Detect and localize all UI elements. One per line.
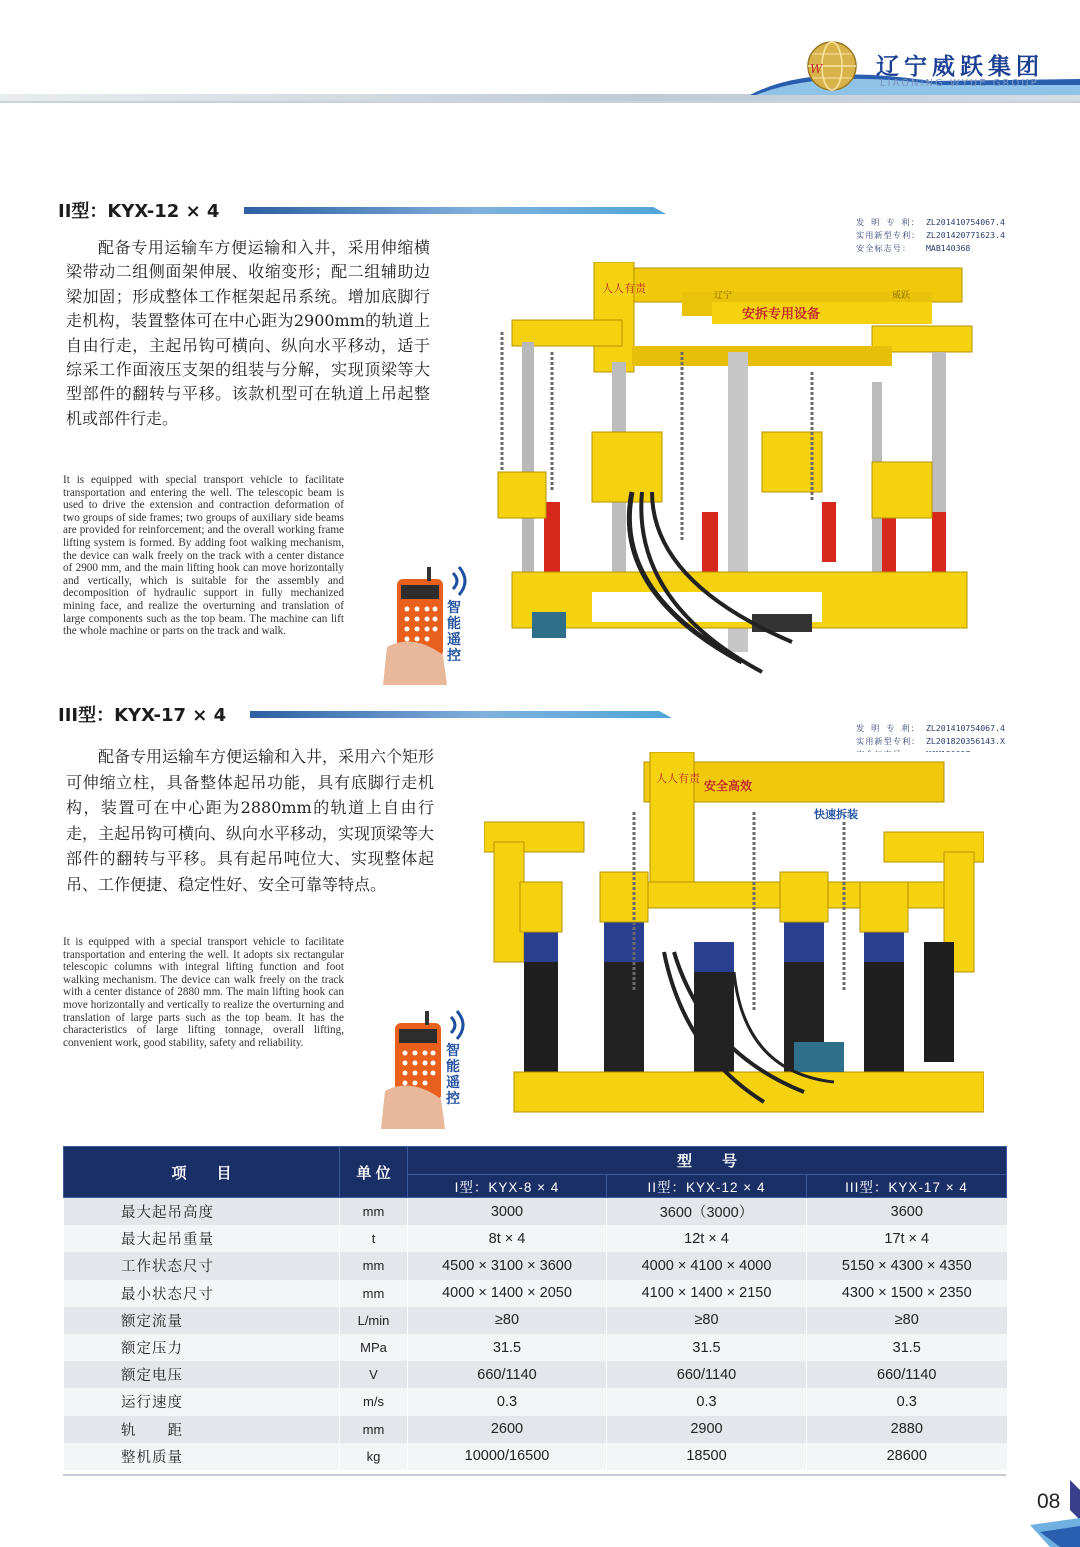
machine-sign-main: 安拆专用设备 — [742, 307, 821, 322]
section-2-description-en: It is equipped with special transport vehicle to facilitate transportation and entering the well. The telescopic beam is used to drive the extension and contraction deformation of two groups of side frames; two groups of auxiliary side beams are provided for reinforcement; and the overall working frame lifting system is formed. By adding foot walking mechanism, the device can walk freely on the track with a center distance of 2900 mm, and the main lifting hook can move horizontally and vertically, which is suitable for the assembly and decomposition of hydraulic support in fully mechanized mining face, and realize the overturning and translation of large components such as the top beam. The machine can lift the whole machine or parts on the track and walk. — [63, 474, 344, 638]
row-unit: kg — [340, 1443, 408, 1470]
section-3-description-en: It is equipped with a special transport vehicle to facilitate transportation and entering the well. It adopts six rectangular telescopic columns with integral lifting function and foot walking mechanism. The device can walk freely on the track with a center distance of 2880 mm. The main lifting hook can move horizontally and vertically to realize the overturning and translation of large parts such as the top beam. It has the characteristics of large lifting tonnage, overall lifting, convenient work, good stability, safety and reliability. — [63, 936, 344, 1049]
row-value: 17t × 4 — [807, 1225, 1007, 1252]
row-value: 4100 × 1400 × 2150 — [607, 1280, 807, 1307]
row-value: 31.5 — [607, 1334, 807, 1361]
patent-value: ZL201820356143.X — [926, 736, 1005, 746]
row-value: 0.3 — [408, 1388, 607, 1415]
row-unit: mm — [340, 1416, 408, 1443]
patent-row — [856, 722, 1005, 735]
row-value: ≥80 — [607, 1307, 807, 1334]
table-row — [64, 1361, 1007, 1388]
machine-kyx12-photo — [492, 262, 982, 694]
remote-control-icon — [383, 563, 489, 685]
row-value: 2600 — [408, 1416, 607, 1443]
table-row — [64, 1252, 1007, 1279]
model-header: II型：KYX-12 × 4 — [607, 1175, 807, 1198]
section-2-description-cn: 配备专用运输车方便运输和入井，采用伸缩横梁带动二组侧面架伸展、收缩变形；配二组辅助边梁加固；形成整体工作框架起吊系统。增加底脚行走机构，装置整体可在中心距为2900mm的轨道上自由行走，主起吊钩可横向、纵向水平移动，适于综采工作面液压支架的组装与分解，实现顶梁等大型部件的翻转与平移。该款机型可在轨道上吊起整机或部件行走。 — [66, 238, 430, 428]
row-value: 0.3 — [807, 1388, 1007, 1415]
patent-label: 发 明 专 利： — [856, 217, 920, 227]
row-value: 3600 — [807, 1198, 1007, 1226]
patent-value: ZL201410754067.4 — [926, 217, 1005, 227]
row-value: 2900 — [607, 1416, 807, 1443]
machine-sign-small: 辽宁 — [714, 291, 733, 301]
row-item: 最大起吊重量 — [64, 1225, 340, 1252]
row-item: 工作状态尺寸 — [64, 1252, 340, 1279]
machine-sign-text: 人人有责 — [656, 772, 700, 785]
row-value: 5150 × 4300 × 4350 — [807, 1252, 1007, 1279]
table-row — [64, 1416, 1007, 1443]
table-bottom-rule — [63, 1474, 1006, 1476]
row-value: ≥80 — [408, 1307, 607, 1334]
row-unit: V — [340, 1361, 408, 1388]
spec-table — [63, 1146, 1007, 1470]
table-header-row — [64, 1147, 1007, 1175]
row-item: 运行速度 — [64, 1388, 340, 1415]
row-value: 4000 × 1400 × 2050 — [408, 1280, 607, 1307]
row-item: 最小状态尺寸 — [64, 1280, 340, 1307]
company-logo — [806, 40, 858, 92]
row-value: 4300 × 1500 × 2350 — [807, 1280, 1007, 1307]
row-value: 28600 — [807, 1443, 1007, 1470]
row-unit: t — [340, 1225, 408, 1252]
row-unit: mm — [340, 1252, 408, 1279]
machine-kyx17-photo — [484, 752, 984, 1132]
model-header: III型：KYX-17 × 4 — [807, 1175, 1007, 1198]
row-value: 660/1140 — [408, 1361, 607, 1388]
table-row — [64, 1334, 1007, 1361]
row-unit: m/s — [340, 1388, 408, 1415]
row-value: 4000 × 4100 × 4000 — [607, 1252, 807, 1279]
machine-sign-small: 威跃 — [892, 291, 911, 301]
row-value: 4500 × 3100 × 3600 — [408, 1252, 607, 1279]
machine-sign-small: 快速拆装 — [814, 808, 858, 821]
row-value: 12t × 4 — [607, 1225, 807, 1252]
patent-row — [856, 229, 1005, 242]
patent-label: 实用新型专利： — [856, 736, 921, 746]
page-number: 08 — [1037, 1490, 1061, 1513]
company-name-en: LIAONING WYUE GROUP — [880, 78, 1039, 89]
row-value: 8t × 4 — [408, 1225, 607, 1252]
table-row — [64, 1198, 1007, 1226]
remote-control-label: 智能遥控 — [447, 600, 461, 664]
patent-value: ZL201410754067.4 — [926, 723, 1005, 733]
row-value: 31.5 — [408, 1334, 607, 1361]
patent-row — [856, 216, 1005, 229]
patent-label: 发 明 专 利： — [856, 723, 920, 733]
section-3-description-cn: 配备专用运输车方便运输和入井，采用六个矩形可伸缩立柱，具备整体起吊功能，具有底脚行走机构，装置可在中心距为2880mm的轨道上自由行走，主起吊钩可横向、纵向水平移动，实现顶梁等大部件的翻转与平移。具有起吊吨位大、实现整体起吊、工作便捷、稳定性好、安全可靠等特点。 — [66, 747, 435, 894]
logo-letter: W — [810, 62, 823, 76]
patent-label: 实用新型专利： — [856, 230, 921, 240]
section-2-title-bar — [244, 207, 666, 214]
row-item: 额定流量 — [64, 1307, 340, 1334]
patent-label: 安全标志号： — [856, 749, 912, 759]
remote-control-icon — [381, 1005, 487, 1129]
row-value: ≥80 — [807, 1307, 1007, 1334]
patent-value: MCM180017 — [926, 749, 971, 759]
row-value: 660/1140 — [807, 1361, 1007, 1388]
row-value: 10000/16500 — [408, 1443, 607, 1470]
row-value: 3000 — [408, 1198, 607, 1226]
row-item: 轨 距 — [64, 1416, 340, 1443]
patent-row — [856, 242, 1005, 255]
row-unit: MPa — [340, 1334, 408, 1361]
col-header-unit: 单 位 — [340, 1147, 408, 1198]
row-item: 最大起吊高度 — [64, 1198, 340, 1226]
row-unit: mm — [340, 1280, 408, 1307]
table-row — [64, 1307, 1007, 1334]
section-2-patents — [856, 216, 1005, 255]
row-value: 2880 — [807, 1416, 1007, 1443]
remote-control-label: 智能遥控 — [446, 1043, 460, 1107]
table-row — [64, 1280, 1007, 1307]
section-2-title: II型：KYX-12 × 4 — [58, 201, 220, 222]
row-value: 660/1140 — [607, 1361, 807, 1388]
row-value: 31.5 — [807, 1334, 1007, 1361]
company-name-cn: 辽宁威跃集团 — [876, 54, 1044, 80]
col-header-model: 型 号 — [408, 1147, 1007, 1175]
row-item: 额定电压 — [64, 1361, 340, 1388]
row-unit: L/min — [340, 1307, 408, 1334]
table-row — [64, 1225, 1007, 1252]
model-header: I型：KYX-8 × 4 — [408, 1175, 607, 1198]
row-value: 0.3 — [607, 1388, 807, 1415]
table-row — [64, 1388, 1007, 1415]
section-3-title: III型：KYX-17 × 4 — [58, 705, 227, 726]
row-item: 额定压力 — [64, 1334, 340, 1361]
machine-sign-main: 安全高效 — [704, 779, 753, 793]
patent-value: MAB140368 — [926, 243, 971, 253]
header-rule — [0, 101, 1080, 103]
patent-value: ZL201420771623.4 — [926, 230, 1005, 240]
row-value: 3600（3000） — [607, 1198, 807, 1226]
row-unit: mm — [340, 1198, 408, 1226]
patent-row — [856, 735, 1005, 748]
section-3-title-bar — [250, 711, 672, 718]
machine-sign-text: 人人有责 — [602, 282, 646, 295]
patent-label: 安全标志号： — [856, 243, 912, 253]
table-row — [64, 1443, 1007, 1470]
row-value: 18500 — [607, 1443, 807, 1470]
col-header-item: 项 目 — [64, 1147, 340, 1198]
row-item: 整机质量 — [64, 1443, 340, 1470]
